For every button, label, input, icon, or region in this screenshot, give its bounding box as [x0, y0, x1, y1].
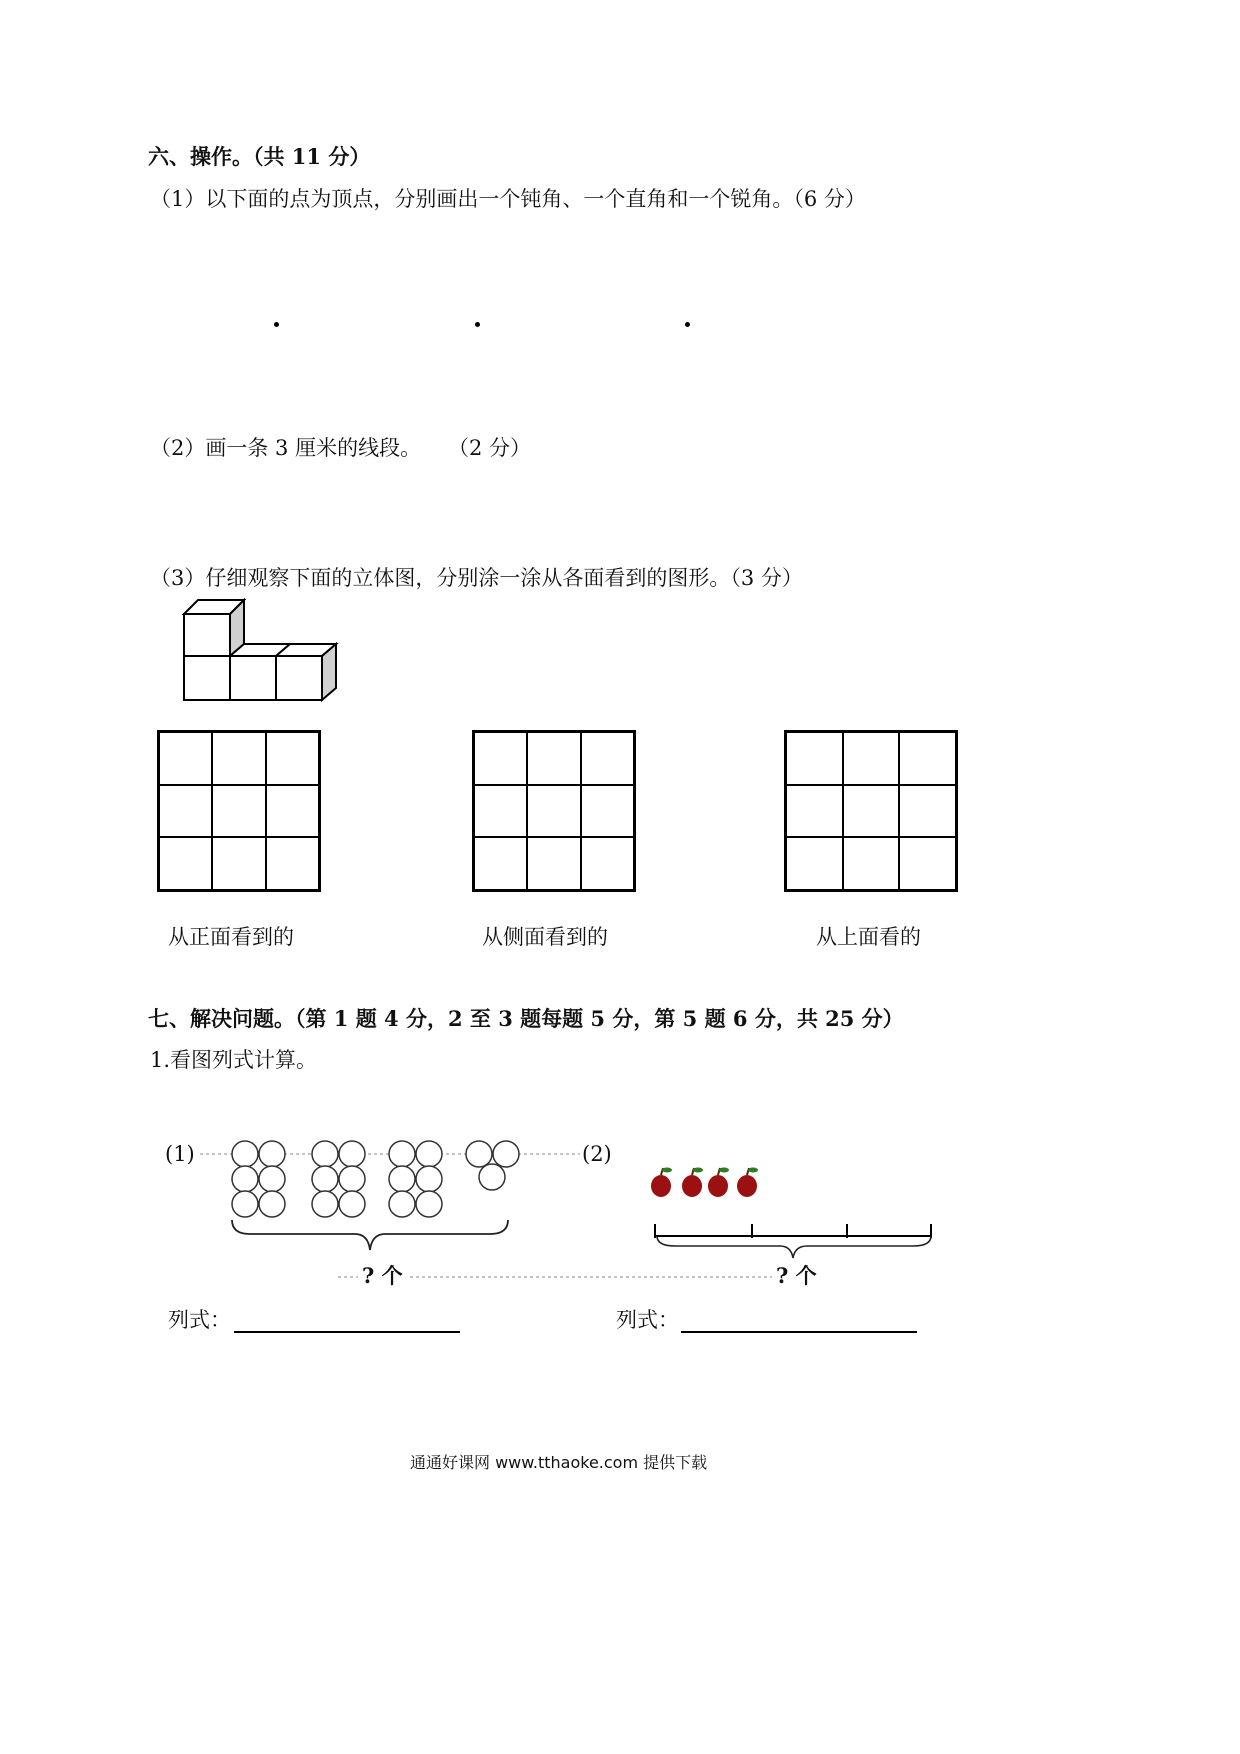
- formula-label-1: 列式：: [168, 1308, 231, 1332]
- vertex-point-2: [475, 322, 480, 327]
- formula-answer-line-2[interactable]: [681, 1331, 917, 1333]
- circle-groups-figure: [200, 1134, 600, 1284]
- front-view-grid[interactable]: [157, 730, 321, 892]
- side-view-label: 从侧面看到的: [482, 925, 608, 949]
- formula-label-2: 列式：: [616, 1308, 679, 1332]
- question-6-3: （3）仔细观察下面的立体图，分别涂一涂从各面看到的图形。（3 分）: [150, 566, 803, 590]
- figure-1-label: (1): [165, 1142, 195, 1166]
- question-6-2: （2）画一条 3 厘米的线段。: [150, 436, 422, 460]
- question-6-2-score: （2 分）: [448, 436, 532, 460]
- top-view-grid[interactable]: [784, 730, 958, 892]
- question-6-1: （1）以下面的点为顶点，分别画出一个钝角、一个直角和一个锐角。（6 分）: [150, 187, 866, 211]
- footer-text: 通通好课网 www.tthaoke.com 提供下载: [410, 1453, 708, 1472]
- apple-icon: [682, 1168, 703, 1198]
- apple-icon: [708, 1168, 729, 1198]
- cube-3d-figure: [180, 596, 350, 706]
- dotted-connector: [338, 1276, 808, 1280]
- formula-answer-line-1[interactable]: [234, 1331, 460, 1333]
- top-view-label: 从上面看的: [816, 925, 921, 949]
- section7-title: 七、解决问题。（第 1 题 4 分，2 至 3 题每题 5 分，第 5 题 6 分，共 25 分）: [148, 1006, 904, 1031]
- question-7-1: 1.看图列式计算。: [150, 1048, 318, 1072]
- question-mark-count-1: ? 个: [358, 1265, 407, 1286]
- vertex-point-1: [274, 322, 279, 327]
- vertex-point-3: [685, 322, 690, 327]
- question-mark-count-2: ? 个: [772, 1265, 821, 1286]
- side-view-grid[interactable]: [472, 730, 636, 892]
- figure-2-label: (2): [582, 1142, 612, 1166]
- apple-icon: [651, 1168, 672, 1198]
- front-view-label: 从正面看到的: [168, 925, 294, 949]
- apple-icon: [737, 1168, 758, 1198]
- section6-title: 六、操作。（共 11 分）: [148, 144, 371, 169]
- apple-segment-figure: [645, 1164, 945, 1274]
